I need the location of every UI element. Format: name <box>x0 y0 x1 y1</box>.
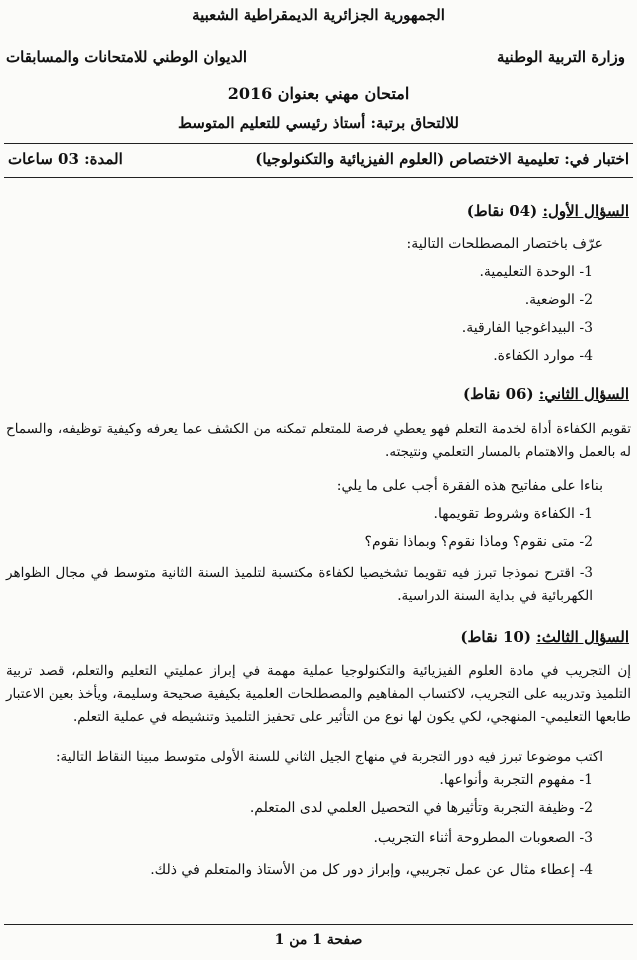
exam-subtitle: للالتحاق برتبة: أستاذ رئيسي للتعليم المتوسط <box>178 114 459 132</box>
q3-label: السؤال الثالث: <box>536 628 629 646</box>
q1-item: 4- موارد الكفاءة. <box>493 348 593 364</box>
page-number: صفحة 1 من 1 <box>274 932 363 948</box>
q3-paragraph: إن التجريب في مادة العلوم الفيزيائية والتكنولوجيا عملية مهمة في إبراز عمليتي التعليم والتعلم، قصد تربية التلميذ وتدريبه على التجريب، لاكتساب المفاهيم والمصطلحات العلمية بكيفية صحيحة وسليمة، ويأخذ بعين الاعتبار طابعها التعليمي- المنهجي، لكي يكون لها نوع من التأثير على تحفيز التلميذ وتنشيطه في عملية التعلم. <box>6 663 631 725</box>
q1-item: 2- الوضعية. <box>524 292 593 308</box>
q1-item: 1- الوحدة التعليمية. <box>479 264 593 280</box>
q3-item: 2- وظيفة التجربة وتأثيرها في التحصيل العلمي لدى المتعلم. <box>249 800 593 816</box>
republic-title: الجمهورية الجزائرية الديمقراطية الشعبية <box>192 6 445 24</box>
q2-label: السؤال الثاني: <box>538 385 629 403</box>
q1-instruction: عرّف باختصار المصطلحات التالية: <box>406 236 603 252</box>
exam-duration: المدة: 03 ساعات <box>8 150 123 168</box>
q2-instruction: بناءا على مفاتيح هذه الفقرة أجب على ما يلي: <box>336 478 603 494</box>
ministry-name: وزارة التربية الوطنية <box>496 48 625 66</box>
q3-heading <box>460 628 629 646</box>
q3-instruction: اكتب موضوعا تبرز فيه دور التجربة في منهاج الجيل الثاني للسنة الأولى متوسط مبينا النقاط التالية: <box>55 749 603 765</box>
q2-paragraph: تقويم الكفاءة أداة لخدمة التعلم فهو يعطي فرصة للمتعلم تمكنه من الكشف عما يعرفه وكيفية توظيفه، والسماح له بالعمل والاهتمام بالمسار التعلمي ونتيجته. <box>6 421 631 460</box>
q2-item: 2- متى نقوم؟ وماذا نقوم؟ وبماذا نقوم؟ <box>364 534 593 550</box>
q3-item: 3- الصعوبات المطروحة أثناء التجريب. <box>373 830 593 846</box>
q1-points: (04 نقاط) <box>466 202 538 220</box>
q3-item: 4- إعطاء مثال عن عمل تجريبي، وإبراز دور كل من الأستاذ والمتعلم في ذلك. <box>150 862 593 878</box>
q1-heading <box>467 202 629 220</box>
q1-item: 3- البيداغوجيا الفارقية. <box>461 320 593 336</box>
office-name: الديوان الوطني للامتحانات والمسابقات <box>6 48 248 66</box>
exam-subject: اختبار في: تعليمية الاختصاص (العلوم الفيزيائية والتكنولوجيا) <box>255 150 629 168</box>
q3-item: 1- مفهوم التجربة وأنواعها. <box>439 772 593 788</box>
divider-top <box>4 143 633 144</box>
footer-divider <box>4 924 633 925</box>
q2-item: 1- الكفاءة وشروط تقويمها. <box>433 506 593 522</box>
q2-points: (06 نقاط) <box>463 385 534 403</box>
q3-points: (10 نقاط) <box>460 628 531 646</box>
q2-heading <box>463 385 629 403</box>
q1-label: السؤال الأول: <box>542 202 629 220</box>
q2-item: 3- اقترح نموذجا تبرز فيه تقويما تشخيصيا لكفاءة مكتسبة لتلميذ السنة الثانية متوسط في مجال الظواهر الكهربائية في بداية السنة الدراسية. <box>6 565 593 604</box>
divider-bottom <box>4 177 633 178</box>
exam-title: امتحان مهني بعنوان 2016 <box>227 84 410 103</box>
